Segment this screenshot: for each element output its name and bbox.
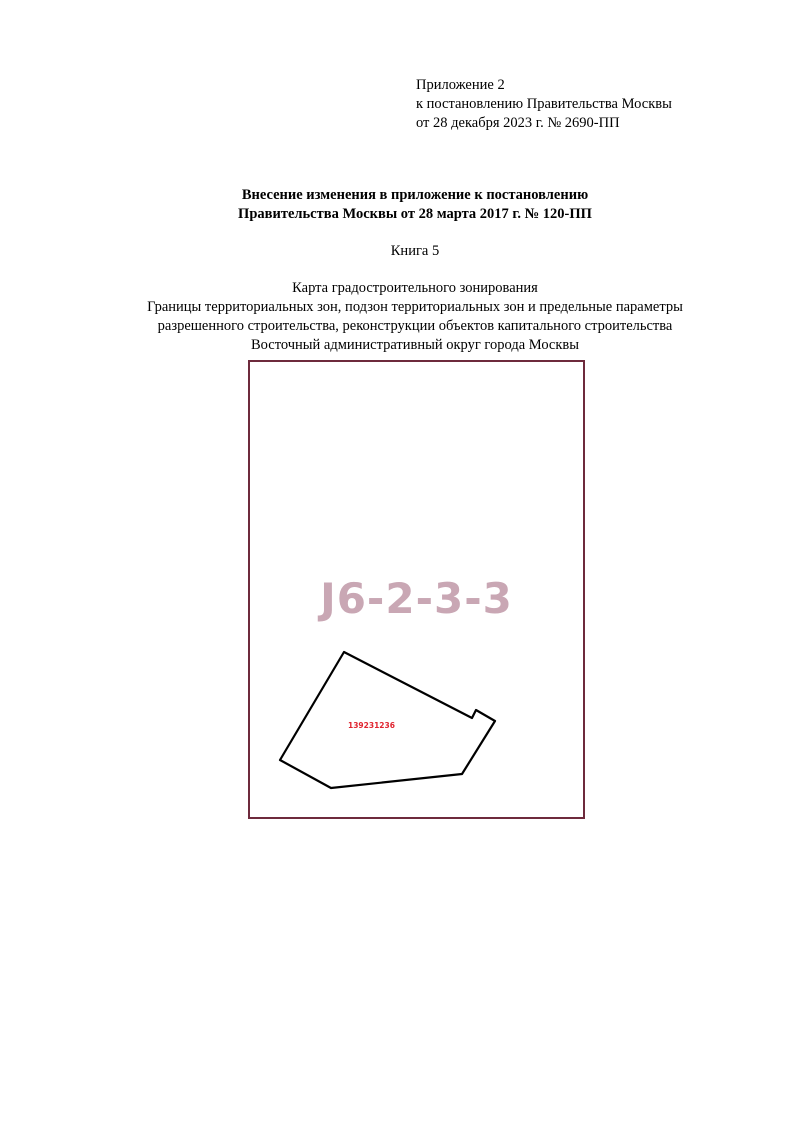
- parcel-outline: [280, 652, 495, 788]
- appendix-line-2: к постановлению Правительства Москвы: [416, 96, 672, 112]
- subtitle-line-1: Карта градостроительного зонирования: [292, 280, 538, 296]
- book-number: Книга 5: [390, 243, 440, 259]
- title-line-2: Правительства Москвы от 28 марта 2017 г. № 120-ПП: [238, 206, 592, 222]
- map-frame: [248, 360, 585, 819]
- zone-code-label: J6-2-3-3: [320, 574, 513, 623]
- map-subtitle: [0, 279, 794, 355]
- subtitle-line-2: Границы территориальных зон, подзон территориальных зон и предельные параметры: [147, 299, 683, 315]
- subtitle-line-3: разрешенного строительства, реконструкции объектов капитального строительства: [157, 318, 673, 334]
- document-title: [0, 186, 794, 224]
- title-line-1: Внесение изменения в приложение к постановлению: [241, 187, 589, 203]
- parcel-id-label: 139231236: [348, 721, 395, 730]
- appendix-line-3: от 28 декабря 2023 г. № 2690-ПП: [416, 115, 620, 131]
- subtitle-line-4: Восточный административный округ города Москвы: [250, 337, 580, 353]
- appendix-header: [416, 76, 672, 133]
- appendix-line-1: Приложение 2: [416, 77, 505, 93]
